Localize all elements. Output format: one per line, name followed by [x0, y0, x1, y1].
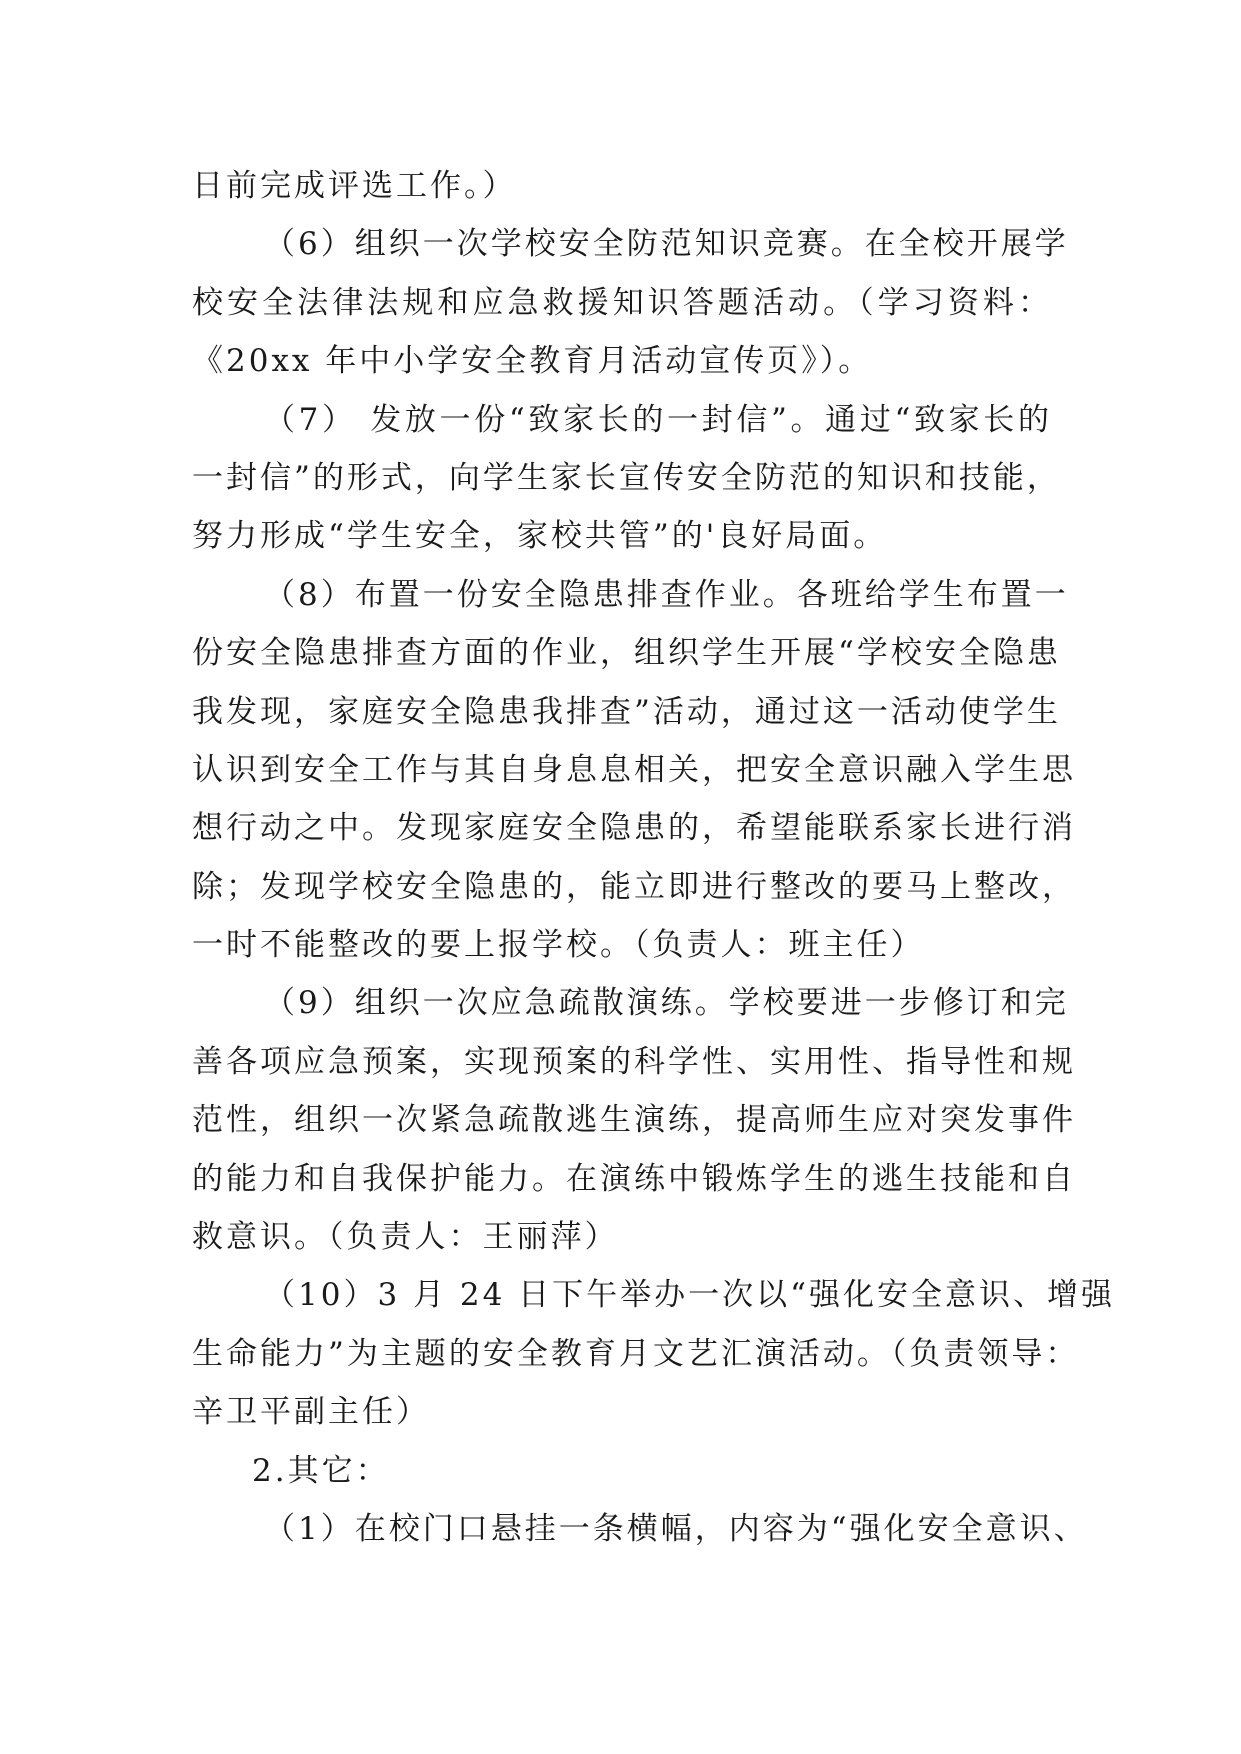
- paragraph-item-10: （10）3 月 24 日下午举办一次以“强化安全意识、增强: [264, 1277, 1116, 1314]
- text-line: 的能力和自我保护能力。在演练中锻炼学生的逃生技能和自: [192, 1160, 1076, 1197]
- text-line: 日前完成评选工作。）: [192, 168, 517, 204]
- paragraph-item-9: （9）组织一次应急疏散演练。学校要进一步修订和完: [264, 985, 1069, 1022]
- text-line: 认识到安全工作与其自身息息相关，把安全意识融入学生思: [192, 751, 1076, 788]
- text-line: 一时不能整改的要上报学校。（负责人：班主任）: [192, 927, 925, 964]
- text-line: 范性，组织一次紧急疏散逃生演练，提高师生应对突发事件: [192, 1102, 1076, 1139]
- text-line: 除；发现学校安全隐患的，能立即进行整改的要马上整改，: [192, 868, 1076, 905]
- text-line: 救意识。（负责人：王丽萍）: [192, 1219, 619, 1256]
- text-line: 努力形成“学生安全，家校共管”的'良好局面。: [192, 518, 888, 555]
- paragraph-item-7: （7） 发放一份“致家长的一封信”。通过“致家长的: [264, 401, 1052, 438]
- text-line: 份安全隐患排查方面的作业，组织学生开展“学校安全隐患: [192, 635, 1061, 672]
- text-line: 校安全法律法规和应急救援知识答题活动。（学习资料：: [192, 284, 1052, 321]
- text-line: 想行动之中。发现家庭安全隐患的，希望能联系家长进行消: [192, 810, 1076, 847]
- paragraph-item-6: （6）组织一次学校安全防范知识竞赛。在全校开展学: [264, 226, 1069, 263]
- text-line: 生命能力”为主题的安全教育月文艺汇演活动。（负责领导：: [192, 1335, 1080, 1372]
- text-line: 善各项应急预案，实现预案的科学性、实用性、指导性和规: [192, 1043, 1076, 1080]
- paragraph-item-1: （1）在校门口悬挂一条横幅，内容为“强化安全意识、: [264, 1510, 1088, 1547]
- text-line: 《20xx 年中小学安全教育月活动宣传页》）。: [192, 343, 873, 380]
- paragraph-item-8: （8）布置一份安全隐患排查作业。各班给学生布置一: [264, 576, 1069, 613]
- text-line: 我发现，家庭安全隐患我排查”活动，通过这一活动使学生: [192, 693, 1061, 730]
- document-body: [192, 157, 1116, 1558]
- text-line: 辛卫平副主任）: [192, 1394, 430, 1431]
- section-heading-other: 2.其它：: [252, 1452, 390, 1489]
- text-line: 一封信”的形式，向学生家长宣传安全防范的知识和技能，: [192, 459, 1061, 496]
